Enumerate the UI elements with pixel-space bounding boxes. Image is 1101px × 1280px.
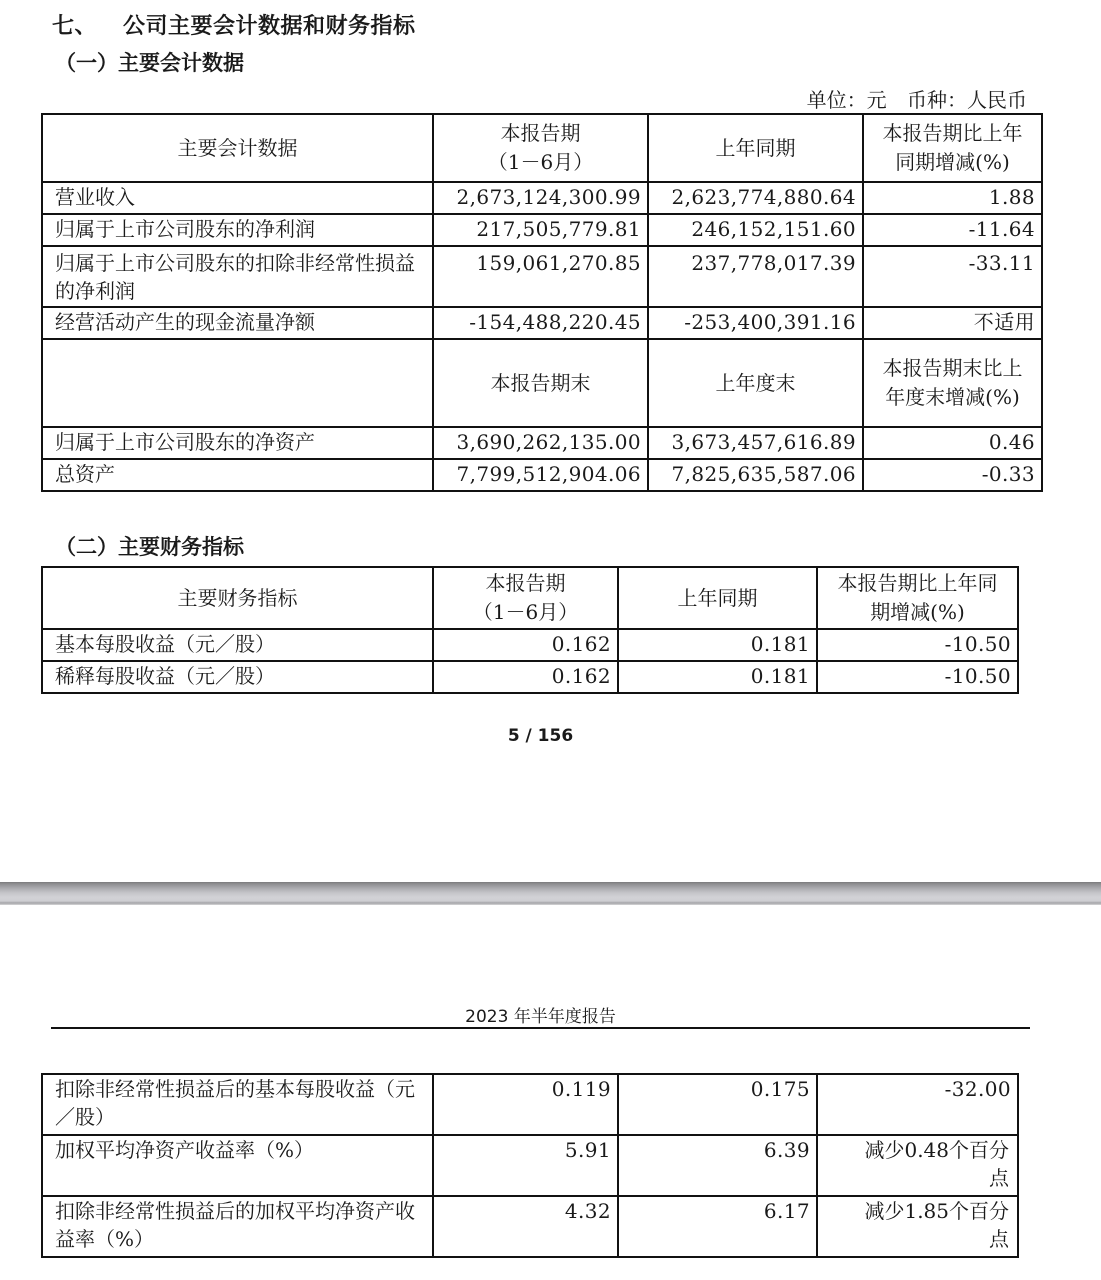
table-row — [42, 214, 1042, 246]
prior-value: 6.17 — [618, 1196, 817, 1257]
current-value: 4.32 — [433, 1196, 618, 1257]
current-value: 2,673,124,300.99 — [433, 182, 648, 214]
current-value: 0.162 — [433, 661, 618, 693]
prior-value: -253,400,391.16 — [648, 307, 863, 339]
header-line: （1－6月） — [472, 600, 579, 624]
main-accounting-data-table — [41, 113, 1043, 492]
change-value: -33.11 — [863, 246, 1042, 307]
header-line: 本报告期 — [485, 571, 566, 595]
header-rule — [51, 1027, 1030, 1029]
prior-value: 2,623,774,880.64 — [648, 182, 863, 214]
row-label: 归属于上市公司股东的扣除非经常性损益的净利润 — [42, 246, 433, 307]
table-row — [42, 427, 1042, 459]
header-cell: 本报告期比上年同期增减(%) — [863, 114, 1042, 182]
table-row — [42, 1074, 1018, 1135]
header-cell: 上年同期 — [648, 114, 863, 182]
row-label: 基本每股收益（元／股） — [42, 629, 433, 661]
header-cell — [433, 567, 618, 629]
prior-value: 0.181 — [618, 661, 817, 693]
row-label: 经营活动产生的现金流量净额 — [42, 307, 433, 339]
row-label: 扣除非经常性损益后的加权平均净资产收益率（%） — [42, 1196, 433, 1257]
header-cell: 本报告期比上年同期增减(%) — [817, 567, 1018, 629]
prior-value: 7,825,635,587.06 — [648, 459, 863, 491]
unit-currency-note: 单位：元 币种：人民币 — [806, 88, 1027, 112]
current-value: 0.119 — [433, 1074, 618, 1135]
prior-value: 0.181 — [618, 629, 817, 661]
financial-indicators-table-continued — [41, 1073, 1019, 1258]
table-row — [42, 1196, 1018, 1257]
current-value: 3,690,262,135.00 — [433, 427, 648, 459]
table-header-row — [42, 567, 1018, 629]
subsection-title-financial-indicators: （二）主要财务指标 — [55, 535, 244, 559]
header-cell: 上年度末 — [648, 339, 863, 427]
page-break-divider — [0, 882, 1101, 905]
prior-value: 6.39 — [618, 1135, 817, 1196]
header-cell: 主要财务指标 — [42, 567, 433, 629]
prior-value: 0.175 — [618, 1074, 817, 1135]
table-row — [42, 629, 1018, 661]
change-value: 不适用 — [863, 307, 1042, 339]
header-cell — [42, 339, 433, 427]
table-row — [42, 246, 1042, 307]
subsection-title-accounting-data: （一）主要会计数据 — [55, 51, 244, 75]
change-value: 减少1.85个百分点 — [817, 1196, 1018, 1257]
current-value: -154,488,220.45 — [433, 307, 648, 339]
header-cell: 本报告期末比上年度末增减(%) — [863, 339, 1042, 427]
row-label: 归属于上市公司股东的净资产 — [42, 427, 433, 459]
page-number: 5 / 156 — [507, 726, 574, 746]
change-value: -10.50 — [817, 661, 1018, 693]
row-label: 稀释每股收益（元／股） — [42, 661, 433, 693]
table-row — [42, 661, 1018, 693]
row-label: 总资产 — [42, 459, 433, 491]
prior-value: 3,673,457,616.89 — [648, 427, 863, 459]
change-value: -10.50 — [817, 629, 1018, 661]
current-value: 5.91 — [433, 1135, 618, 1196]
header-line: （1－6月） — [487, 150, 594, 174]
table-subheader-row — [42, 339, 1042, 427]
header-line: 本报告期 — [500, 121, 581, 145]
header-cell: 本报告期末 — [433, 339, 648, 427]
section-heading — [52, 9, 416, 40]
section-title: 公司主要会计数据和财务指标 — [123, 14, 416, 39]
row-label: 归属于上市公司股东的净利润 — [42, 214, 433, 246]
change-value: -0.33 — [863, 459, 1042, 491]
row-label: 扣除非经常性损益后的基本每股收益（元／股） — [42, 1074, 433, 1135]
row-label: 加权平均净资产收益率（%） — [42, 1135, 433, 1196]
header-cell: 主要会计数据 — [42, 114, 433, 182]
header-cell: 上年同期 — [618, 567, 817, 629]
change-value: 减少0.48个百分点 — [817, 1135, 1018, 1196]
table-row — [42, 1135, 1018, 1196]
change-value: -32.00 — [817, 1074, 1018, 1135]
current-value: 159,061,270.85 — [433, 246, 648, 307]
current-value: 7,799,512,904.06 — [433, 459, 648, 491]
table-row — [42, 307, 1042, 339]
prior-value: 246,152,151.60 — [648, 214, 863, 246]
change-value: 1.88 — [863, 182, 1042, 214]
table-row — [42, 459, 1042, 491]
running-header: 2023 年半年度报告 — [465, 1007, 616, 1027]
prior-value: 237,778,017.39 — [648, 246, 863, 307]
row-label: 营业收入 — [42, 182, 433, 214]
current-value: 0.162 — [433, 629, 618, 661]
current-value: 217,505,779.81 — [433, 214, 648, 246]
table-row — [42, 182, 1042, 214]
table-header-row — [42, 114, 1042, 182]
change-value: -11.64 — [863, 214, 1042, 246]
section-number: 七、 — [52, 14, 98, 39]
main-financial-indicators-table — [41, 566, 1019, 694]
header-cell — [433, 114, 648, 182]
change-value: 0.46 — [863, 427, 1042, 459]
